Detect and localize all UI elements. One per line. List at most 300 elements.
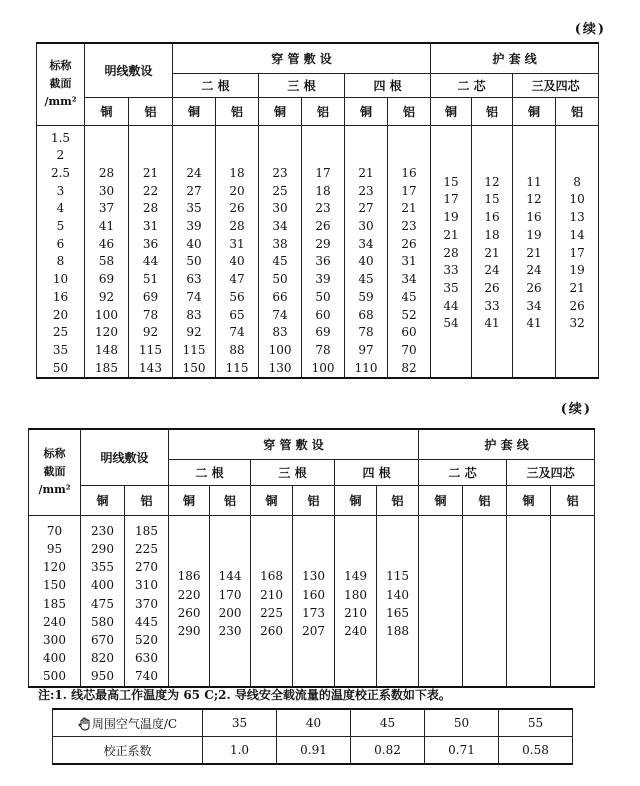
table-cell: 370 <box>135 596 158 611</box>
table-cell: 168 <box>260 569 283 584</box>
table-cell: 15 <box>443 174 459 189</box>
table-cell: 2.5 <box>50 165 71 180</box>
table-cell: 1.5 <box>50 130 71 145</box>
table-cell: 30 <box>98 183 115 198</box>
table-panel-1 <box>36 18 636 383</box>
table-cell: 40 <box>186 236 202 251</box>
table-cell: 20 <box>52 307 69 322</box>
temperature-value: 45 <box>351 709 425 737</box>
table-cell: 310 <box>135 578 158 593</box>
three-cu-column <box>259 125 302 378</box>
aluminum-header: 铝 <box>551 485 595 515</box>
copper-header: 铜 <box>431 97 472 125</box>
table-cell: 16 <box>52 289 69 304</box>
table-cell: 26 <box>315 219 331 234</box>
aluminum-header: 铝 <box>125 485 169 515</box>
table-cell: 230 <box>91 523 114 538</box>
table-cell: 445 <box>135 614 158 629</box>
aluminum-header: 铝 <box>556 97 599 125</box>
table-cell: 39 <box>186 219 202 234</box>
blank-cell <box>302 147 344 165</box>
table-cell: 740 <box>135 669 158 684</box>
table-cell: 150 <box>182 360 206 375</box>
two-wires-header: 二 根 <box>169 459 251 485</box>
copper-header: 铜 <box>507 485 551 515</box>
table-cell: 50 <box>186 254 202 269</box>
table-cell: 34 <box>526 298 542 313</box>
table-cell: 12 <box>526 192 542 207</box>
table-cell: 160 <box>302 587 325 602</box>
table-cell: 630 <box>135 651 158 666</box>
table-cell: 17 <box>401 183 417 198</box>
twocore-cu-column <box>419 515 463 687</box>
copper-header: 铜 <box>251 485 293 515</box>
table-cell: 144 <box>218 569 242 584</box>
blank-cell <box>388 147 430 165</box>
table-cell: 21 <box>569 280 585 295</box>
table-cell: 15 <box>484 192 500 207</box>
table-cell: 28 <box>98 165 115 180</box>
table-cell: 6 <box>56 236 65 251</box>
blank-cell <box>85 130 128 148</box>
table-cell: 40 <box>229 254 245 269</box>
table-cell: 41 <box>98 219 115 234</box>
four-cu-column <box>345 125 388 378</box>
copper-header: 铜 <box>81 485 125 515</box>
open-cu-column <box>85 125 129 378</box>
blank-cell <box>173 130 215 148</box>
table-cell: 10 <box>52 272 69 287</box>
table-cell: 41 <box>484 316 500 331</box>
correction-factor-value: 1.0 <box>203 737 277 765</box>
table-cell: 32 <box>569 316 585 331</box>
three-al-column <box>293 515 335 687</box>
table-cell: 150 <box>43 578 66 593</box>
three-four-core-header: 三及四芯 <box>513 73 599 97</box>
table-cell: 31 <box>229 236 245 251</box>
section-column <box>37 125 85 378</box>
table-cell: 39 <box>315 272 331 287</box>
table-cell: 27 <box>186 183 202 198</box>
table-cell: 11 <box>526 174 542 189</box>
table-cell: 16 <box>526 210 542 225</box>
table-cell: 115 <box>139 342 162 357</box>
table-panel-2 <box>28 398 628 782</box>
table-cell: 100 <box>268 342 292 357</box>
four-wires-header: 四 根 <box>345 73 431 97</box>
blank-cell <box>129 130 172 148</box>
table-cell: 68 <box>358 307 374 322</box>
table-cell: 4 <box>56 201 65 216</box>
table-cell: 110 <box>354 360 378 375</box>
table-cell: 19 <box>526 227 542 242</box>
current-capacity-table-2 <box>28 428 595 688</box>
continued-label: (续) <box>574 22 606 37</box>
continued-label: (续) <box>560 402 592 417</box>
correction-factor-value: 0.82 <box>351 737 425 765</box>
table-cell: 225 <box>135 542 158 557</box>
three-wires-header: 三 根 <box>251 459 335 485</box>
table-cell: 97 <box>358 342 374 357</box>
two-al-column <box>210 515 251 687</box>
two-core-header: 二 芯 <box>419 459 507 485</box>
aluminum-header: 铝 <box>388 97 431 125</box>
table-cell: 24 <box>484 263 500 278</box>
table-cell: 83 <box>186 307 202 322</box>
table-cell: 82 <box>401 360 417 375</box>
table-cell: 17 <box>315 165 331 180</box>
correction-factor-value: 0.58 <box>499 737 573 765</box>
table-cell: 31 <box>401 254 417 269</box>
table-cell: 8 <box>56 254 65 269</box>
table-cell: 13 <box>569 210 585 225</box>
copper-header: 铜 <box>513 97 556 125</box>
blank-cell <box>129 147 172 165</box>
table-cell: 36 <box>142 236 159 251</box>
two-wires-header: 二 根 <box>173 73 259 97</box>
table-cell: 400 <box>43 651 66 666</box>
table-cell: 670 <box>91 633 114 648</box>
sheathed-wire-header: 护 套 线 <box>431 43 599 73</box>
table-cell: 38 <box>272 236 288 251</box>
table-cell: 270 <box>135 560 158 575</box>
table-cell: 95 <box>46 542 63 557</box>
table-cell: 300 <box>43 633 66 648</box>
table-cell: 180 <box>344 587 367 602</box>
table-cell: 24 <box>526 263 542 278</box>
hand-pointer-icon <box>78 717 92 731</box>
table-cell: 50 <box>52 360 69 375</box>
table-cell: 520 <box>135 633 158 648</box>
table-cell: 149 <box>344 569 367 584</box>
table-cell: 34 <box>358 236 374 251</box>
table-cell: 25 <box>272 183 288 198</box>
table-cell: 63 <box>186 272 202 287</box>
table-cell: 66 <box>272 289 288 304</box>
table-cell: 173 <box>302 605 325 620</box>
table-cell: 170 <box>218 587 242 602</box>
table-cell: 19 <box>443 210 459 225</box>
table-cell: 23 <box>401 219 417 234</box>
two-core-header: 二 芯 <box>431 73 513 97</box>
table-cell: 185 <box>135 523 158 538</box>
table-cell: 33 <box>484 298 500 313</box>
sheathed-wire-header: 护 套 线 <box>419 429 595 459</box>
table-cell: 92 <box>98 289 115 304</box>
correction-factor-value: 0.91 <box>277 737 351 765</box>
table-cell: 28 <box>443 245 459 260</box>
aluminum-header: 铝 <box>463 485 507 515</box>
threefour-al-column <box>551 515 595 687</box>
open-cu-column <box>81 515 125 687</box>
table-cell: 165 <box>386 605 409 620</box>
copper-header: 铜 <box>169 485 210 515</box>
current-capacity-table-1 <box>36 42 599 379</box>
table-cell: 143 <box>139 360 162 375</box>
table-cell: 24 <box>186 165 202 180</box>
blank-cell <box>388 130 430 148</box>
table-cell: 78 <box>315 342 331 357</box>
table-cell: 26 <box>569 298 585 313</box>
table-cell: 69 <box>98 272 115 287</box>
table-cell: 47 <box>229 272 245 287</box>
table-cell: 120 <box>95 325 118 340</box>
table-cell: 45 <box>272 254 288 269</box>
aluminum-header: 铝 <box>216 97 259 125</box>
open-laying-header: 明线敷设 <box>81 429 169 485</box>
nominal-section-header: 标称 截面 /mm² <box>37 43 85 125</box>
table-cell: 16 <box>484 210 500 225</box>
open-al-column <box>125 515 169 687</box>
three-cu-column <box>251 515 293 687</box>
table-cell: 26 <box>229 201 245 216</box>
threefour-al-column <box>556 125 599 378</box>
table-cell: 74 <box>272 307 288 322</box>
table-cell: 26 <box>484 280 500 295</box>
table-cell: 185 <box>95 360 118 375</box>
table-cell: 500 <box>43 669 66 684</box>
table-cell: 12 <box>484 174 500 189</box>
table-cell: 18 <box>229 165 245 180</box>
table-cell: 29 <box>315 236 331 251</box>
table-cell: 2 <box>56 148 65 163</box>
four-wires-header: 四 根 <box>335 459 419 485</box>
temperature-correction-table <box>52 708 573 765</box>
four-al-column <box>388 125 431 378</box>
table-cell: 14 <box>569 227 585 242</box>
temperature-value: 40 <box>277 709 351 737</box>
twocore-al-column <box>463 515 507 687</box>
table-cell: 65 <box>229 307 245 322</box>
table-cell: 70 <box>46 523 63 538</box>
conduit-laying-header: 穿 管 敷 设 <box>169 429 419 459</box>
table-cell: 140 <box>386 587 409 602</box>
table-cell: 78 <box>358 325 374 340</box>
table-cell: 35 <box>186 201 202 216</box>
table-cell: 31 <box>142 219 159 234</box>
blank-cell <box>302 130 344 148</box>
twocore-al-column <box>472 125 513 378</box>
threefour-cu-column <box>513 125 556 378</box>
table-cell: 35 <box>443 280 459 295</box>
table-cell: 21 <box>401 201 417 216</box>
copper-header: 铜 <box>85 97 129 125</box>
table-cell: 25 <box>52 325 69 340</box>
table-cell: 92 <box>142 325 159 340</box>
table-cell: 20 <box>229 183 245 198</box>
table-cell: 45 <box>401 289 417 304</box>
table-cell: 17 <box>569 245 585 260</box>
table-cell: 100 <box>311 360 335 375</box>
correction-factor-value: 0.71 <box>425 737 499 765</box>
blank-cell <box>85 147 128 165</box>
two-cu-column <box>173 125 216 378</box>
copper-header: 铜 <box>345 97 388 125</box>
table-cell: 290 <box>177 623 201 638</box>
table-cell: 148 <box>95 342 118 357</box>
table-cell: 400 <box>91 578 114 593</box>
nominal-section-header: 标称 截面 /mm² <box>29 429 81 515</box>
table-cell: 56 <box>229 289 245 304</box>
table-cell: 46 <box>98 236 115 251</box>
table-cell: 35 <box>52 342 69 357</box>
table-cell: 240 <box>43 614 66 629</box>
table-cell: 59 <box>358 289 374 304</box>
table-cell: 34 <box>272 219 288 234</box>
table-cell: 37 <box>98 201 115 216</box>
table-cell: 21 <box>358 165 374 180</box>
blank-cell <box>216 147 258 165</box>
table-cell: 355 <box>91 560 114 575</box>
table-cell: 17 <box>443 192 459 207</box>
copper-header: 铜 <box>259 97 302 125</box>
table-cell: 21 <box>526 245 542 260</box>
table-cell: 28 <box>142 201 159 216</box>
table-cell: 115 <box>386 569 409 584</box>
table-cell: 26 <box>526 280 542 295</box>
three-four-core-header: 三及四芯 <box>507 459 595 485</box>
table-cell: 70 <box>401 342 417 357</box>
table-cell: 40 <box>358 254 374 269</box>
table-cell: 50 <box>315 289 331 304</box>
table-cell: 33 <box>443 263 459 278</box>
two-cu-column <box>169 515 210 687</box>
four-cu-column <box>335 515 377 687</box>
table-cell: 60 <box>315 307 331 322</box>
table-cell: 88 <box>229 342 245 357</box>
section-column <box>29 515 81 687</box>
table-cell: 260 <box>177 605 201 620</box>
aluminum-header: 铝 <box>293 485 335 515</box>
table-cell: 210 <box>260 587 283 602</box>
blank-cell <box>345 147 387 165</box>
table-cell: 5 <box>56 219 65 234</box>
table-cell: 475 <box>91 596 114 611</box>
table-cell: 207 <box>302 623 325 638</box>
table-cell: 92 <box>186 325 202 340</box>
table-cell: 260 <box>260 623 283 638</box>
table-cell: 100 <box>95 307 118 322</box>
table-cell: 69 <box>315 325 331 340</box>
table-cell: 78 <box>142 307 159 322</box>
table-cell: 50 <box>272 272 288 287</box>
aluminum-header: 铝 <box>472 97 513 125</box>
table-cell: 185 <box>43 596 66 611</box>
temperature-value: 50 <box>425 709 499 737</box>
table-cell: 18 <box>484 227 500 242</box>
blank-cell <box>259 147 301 165</box>
table-cell: 115 <box>182 342 206 357</box>
table-cell: 36 <box>315 254 331 269</box>
table-cell: 83 <box>272 325 288 340</box>
table-note: 注:1. 线芯最高工作温度为 65 C;2. 导线安全载流量的温度校正系数如下表。 <box>38 688 451 702</box>
table-cell: 200 <box>218 605 242 620</box>
table-cell: 10 <box>569 192 585 207</box>
table-cell: 950 <box>91 669 114 684</box>
table-cell: 186 <box>177 569 201 584</box>
three-wires-header: 三 根 <box>259 73 345 97</box>
table-cell: 21 <box>142 165 159 180</box>
table-cell: 21 <box>443 227 459 242</box>
aluminum-header: 铝 <box>129 97 173 125</box>
table-cell: 51 <box>142 272 159 287</box>
four-al-column <box>377 515 419 687</box>
table-cell: 225 <box>260 605 283 620</box>
table-cell: 21 <box>484 245 500 260</box>
table-cell: 290 <box>91 542 114 557</box>
table-cell: 240 <box>344 623 367 638</box>
temperature-value: 35 <box>203 709 277 737</box>
table-cell: 58 <box>98 254 115 269</box>
table-cell: 23 <box>272 165 288 180</box>
two-al-column <box>216 125 259 378</box>
table-cell: 44 <box>443 298 459 313</box>
table-cell: 23 <box>315 201 331 216</box>
table-cell: 45 <box>358 272 374 287</box>
aluminum-header: 铝 <box>210 485 251 515</box>
table-cell: 30 <box>358 219 374 234</box>
temperature-value: 55 <box>499 709 573 737</box>
table-cell: 28 <box>229 219 245 234</box>
table-cell: 18 <box>315 183 331 198</box>
twocore-cu-column <box>431 125 472 378</box>
table-cell: 220 <box>177 587 201 602</box>
table-cell: 74 <box>186 289 202 304</box>
table-cell: 115 <box>225 360 249 375</box>
table-cell: 130 <box>268 360 292 375</box>
table-cell: 22 <box>142 183 159 198</box>
aluminum-header: 铝 <box>377 485 419 515</box>
blank-cell <box>173 147 215 165</box>
aluminum-header: 铝 <box>302 97 345 125</box>
three-al-column <box>302 125 345 378</box>
table-cell: 74 <box>229 325 245 340</box>
table-cell: 230 <box>218 623 242 638</box>
table-cell: 60 <box>401 325 417 340</box>
table-cell: 41 <box>526 316 542 331</box>
table-cell: 27 <box>358 201 374 216</box>
open-laying-header: 明线敷设 <box>85 43 173 97</box>
table-cell: 52 <box>401 307 417 322</box>
blank-cell <box>259 130 301 148</box>
blank-cell <box>345 130 387 148</box>
table-cell: 34 <box>401 272 417 287</box>
conduit-laying-header: 穿 管 敷 设 <box>173 43 431 73</box>
table-cell: 54 <box>443 316 459 331</box>
table-cell: 188 <box>386 623 409 638</box>
ambient-temperature-label: 周围空气温度/C <box>53 709 203 737</box>
copper-header: 铜 <box>173 97 216 125</box>
copper-header: 铜 <box>335 485 377 515</box>
table-cell: 3 <box>56 183 65 198</box>
table-cell: 16 <box>401 165 417 180</box>
table-cell: 210 <box>344 605 367 620</box>
table-cell: 69 <box>142 289 159 304</box>
table-cell: 30 <box>272 201 288 216</box>
correction-factor-label: 校正系数 <box>53 737 203 765</box>
table-cell: 8 <box>573 174 581 189</box>
table-cell: 44 <box>142 254 159 269</box>
copper-header: 铜 <box>419 485 463 515</box>
table-cell: 820 <box>91 651 114 666</box>
table-cell: 26 <box>401 236 417 251</box>
table-cell: 19 <box>569 263 585 278</box>
table-cell: 580 <box>91 614 114 629</box>
threefour-cu-column <box>507 515 551 687</box>
table-cell: 120 <box>43 560 66 575</box>
table-cell: 23 <box>358 183 374 198</box>
table-cell: 130 <box>302 569 325 584</box>
